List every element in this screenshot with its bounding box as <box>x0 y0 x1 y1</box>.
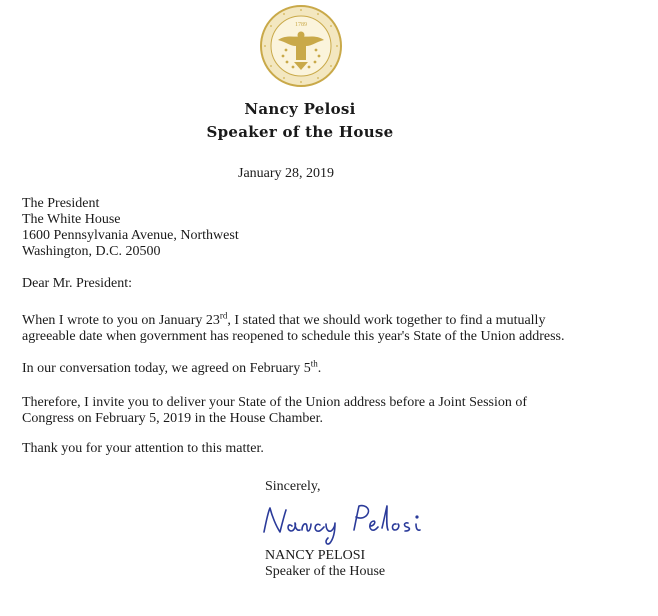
paragraph-4: Thank you for your attention to this matter. <box>22 441 264 456</box>
paragraph-1 <box>22 310 582 345</box>
paragraph-1-text-a: When I wrote to you on January 23 <box>22 313 220 328</box>
signatory-name: NANCY PELOSI <box>265 548 366 563</box>
recipient-line-1: The President <box>22 196 100 211</box>
letter-date: January 28, 2019 <box>238 166 335 181</box>
letterhead-name: Nancy Pelosi <box>244 100 356 118</box>
paragraph-1-superscript: rd <box>219 310 228 321</box>
sign-off: Sincerely, <box>265 479 321 494</box>
paragraph-2-superscript: th <box>310 358 318 369</box>
recipient-line-2: The White House <box>22 212 121 227</box>
paragraph-2-text-b: . <box>317 361 322 376</box>
signatory-block <box>265 548 385 580</box>
paragraph-2 <box>22 358 582 377</box>
letterhead-title: Speaker of the House <box>206 123 394 141</box>
recipient-line-3: 1600 Pennsylvania Avenue, Northwest <box>22 228 239 243</box>
handwritten-signature <box>258 498 458 548</box>
house-seal-icon <box>256 4 346 88</box>
signatory-title: Speaker of the House <box>265 564 386 579</box>
paragraph-3: Therefore, I invite you to deliver your State of the Union address before a Joint Session of Congress on February 5, 2019 in the House Chamber. <box>22 395 528 426</box>
salutation: Dear Mr. President: <box>22 276 133 291</box>
seal-year: 1789 <box>295 22 307 28</box>
paragraph-2-text-a: In our conversation today, we agreed on February 5 <box>22 361 311 376</box>
recipient-address <box>22 196 239 260</box>
recipient-line-4: Washington, D.C. 20500 <box>22 244 161 259</box>
paragraph-1-text-b: , I stated that we should work together to find a mutually agreeable date when government has reopened to schedule this year's State of the Union address. <box>22 313 565 344</box>
